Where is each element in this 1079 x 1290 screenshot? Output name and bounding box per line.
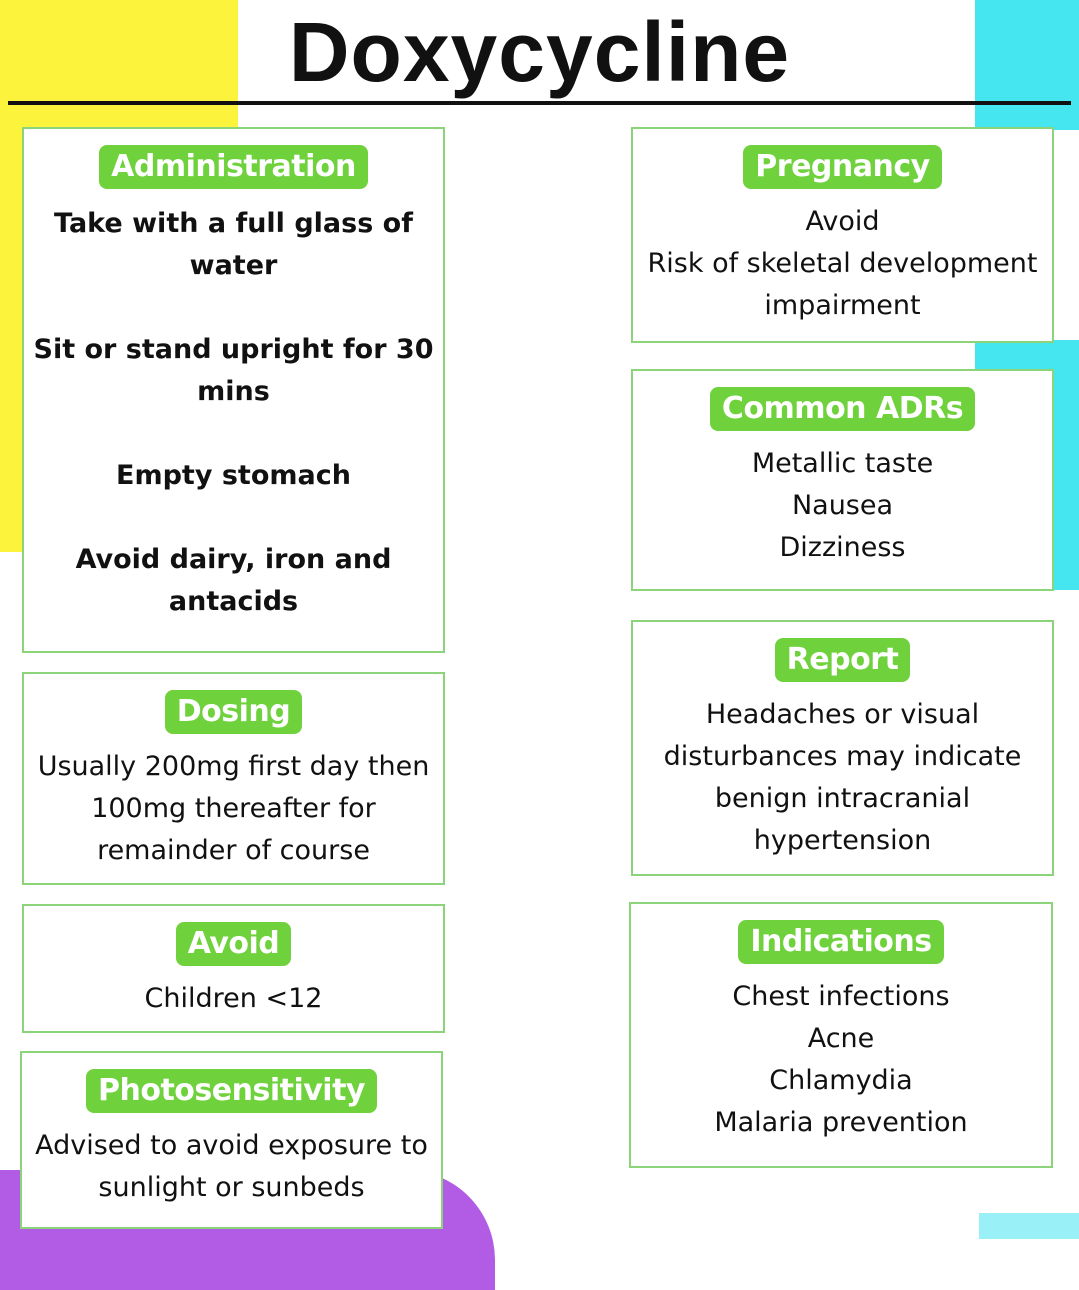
common-adrs-card	[631, 369, 1054, 591]
avoid-card	[22, 904, 445, 1033]
administration-item: Empty stomach	[116, 460, 351, 491]
pregnancy-line: Risk of skeletal development	[647, 248, 1038, 279]
administration-card	[22, 127, 445, 653]
corner-logo-mark	[979, 1213, 1079, 1239]
pregnancy-line: impairment	[764, 290, 921, 321]
photosensitivity-line: sunlight or sunbeds	[98, 1172, 365, 1203]
indications-line: Chest infections	[732, 981, 950, 1012]
dosing-card	[22, 672, 445, 885]
indications-line: Chlamydia	[769, 1065, 913, 1096]
dosing-heading: Dosing	[165, 690, 302, 734]
dosing-line: 100mg thereafter for	[91, 793, 376, 824]
photosensitivity-line: Advised to avoid exposure to	[35, 1130, 428, 1161]
administration-heading: Administration	[99, 145, 368, 189]
administration-item: Avoid dairy, iron and antacids	[75, 544, 392, 617]
photosensitivity-heading: Photosensitivity	[86, 1069, 377, 1113]
pregnancy-line: Avoid	[805, 206, 880, 237]
administration-item: Sit or stand upright for 30 mins	[33, 334, 434, 407]
avoid-heading: Avoid	[176, 922, 292, 966]
common-adrs-line: Nausea	[791, 490, 894, 521]
dosing-line: Usually 200mg first day then	[37, 751, 430, 782]
pregnancy-heading: Pregnancy	[743, 145, 941, 189]
avoid-line: Children <12	[144, 983, 323, 1014]
common-adrs-line: Dizziness	[779, 532, 906, 563]
report-line: Headaches or visual	[705, 699, 980, 730]
report-line: benign intracranial	[714, 783, 971, 814]
title-underline	[8, 101, 1071, 105]
pregnancy-card	[631, 127, 1054, 343]
indications-heading: Indications	[738, 920, 943, 964]
report-heading: Report	[775, 638, 911, 682]
administration-item: Take with a full glass of water	[54, 208, 413, 281]
report-line: disturbances may indicate	[663, 741, 1022, 772]
indications-line: Acne	[807, 1023, 875, 1054]
common-adrs-line: Metallic taste	[751, 448, 934, 479]
report-line: hypertension	[753, 825, 932, 856]
common-adrs-heading: Common ADRs	[710, 387, 975, 431]
photosensitivity-card	[20, 1051, 443, 1229]
indications-line: Malaria prevention	[714, 1107, 968, 1138]
page-title: Doxycycline	[288, 5, 791, 99]
report-card	[631, 620, 1054, 876]
indications-card	[629, 902, 1053, 1168]
dosing-line: remainder of course	[97, 835, 370, 866]
